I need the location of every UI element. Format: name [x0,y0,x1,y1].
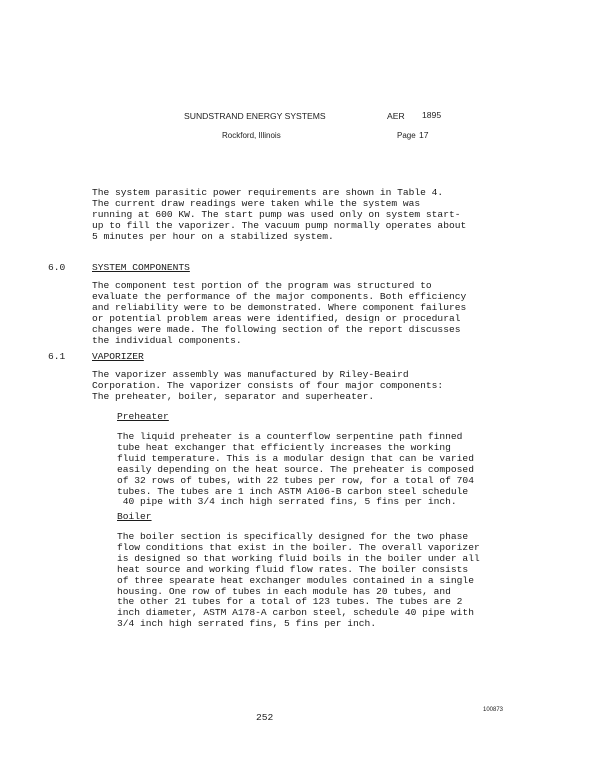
text-line: the individual components. [92,334,242,346]
text-line: housing. One row of tubes in each module has 20 tubes, and [117,585,451,597]
report-label: AER [387,111,405,121]
text-line: 5 minutes per hour on a stabilized system. [92,230,334,242]
text-line: changes were made. The following section of the report discusses [92,323,461,335]
subsection-title: Boiler [117,511,152,522]
section-number: 6.1 [48,351,66,362]
section-paragraph [92,281,466,346]
text-line: easily depending on the heat source. The preheater is composed [117,463,474,475]
text-line: 40 pipe with 3/4 inch high serrated fins, 5 fins per inch. [117,496,457,508]
text-line: The current draw readings were taken while the system was [92,197,421,209]
text-line: flow conditions that exist in the boiler. The overall vaporizer [117,541,480,553]
text-line: is designed so that working fluid boils in the boiler under all [117,552,480,564]
text-line: The preheater, boiler, separator and superheater. [92,390,375,402]
text-line: The boiler section is specifically designed for the two phase [117,531,469,542]
text-line: The vaporizer assembly was manufactured by Riley-Beaird [92,369,409,380]
footer-page-number: 252 [256,712,274,723]
report-number: 1895 [422,110,442,120]
text-line: of 32 rows of tubes, with 22 tubes per row, for a total of 704 [117,474,474,486]
subsection-paragraph [117,532,480,630]
text-line: or potential problem areas were identified, design or procedural [92,312,461,324]
section-title: VAPORIZER [92,351,144,362]
section-paragraph [92,370,443,403]
section-number: 6.0 [48,262,66,273]
text-line: the other 21 tubes for a total of 123 tubes. The tubes are 2 [117,596,463,608]
text-line: and reliability were to be demonstrated. Where component failures [92,301,467,313]
text-line: evaluate the performance of the major components. Both efficiency [92,290,467,302]
text-line: The component test portion of the program was structured to [92,280,432,291]
text-line: up to fill the vaporizer. The vacuum pump normally operates about [92,219,467,231]
company-name: SUNDSTRAND ENERGY SYSTEMS [184,111,326,121]
text-line: heat source and working fluid flow rates. The boiler consists [117,563,469,575]
text-line: fluid temperature. This is a modular design that can be varied [117,452,474,464]
text-line: The liquid preheater is a counterflow serpentine path finned [117,431,463,442]
text-line: Corporation. The vaporizer consists of four major components: [92,379,444,391]
intro-paragraph [92,188,466,243]
text-line: inch diameter, ASTM A178-A carbon steel, schedule 40 pipe with [117,607,474,619]
text-line: running at 600 KW. The start pump was used only on system start- [92,208,461,220]
text-line: tube heat exchanger that efficiently increases the working [117,441,451,453]
text-line: The system parasitic power requirements are shown in Table 4. [92,187,444,198]
text-line: 3/4 inch high serrated fins, 5 fins per inch. [117,618,377,630]
document-number: 100873 [483,707,504,713]
subsection-title: Preheater [117,411,169,422]
section-title: SYSTEM COMPONENTS [92,262,190,273]
text-line: tubes. The tubes are 1 inch ASTM A106-B carbon steel schedule [117,485,469,497]
text-line: of three spearate heat exchanger modules contained in a single [117,574,474,586]
company-location: Rockford, Illinois [222,131,281,140]
page-label: Page [397,131,416,140]
subsection-paragraph [117,432,474,508]
page-number: 17 [419,130,429,140]
